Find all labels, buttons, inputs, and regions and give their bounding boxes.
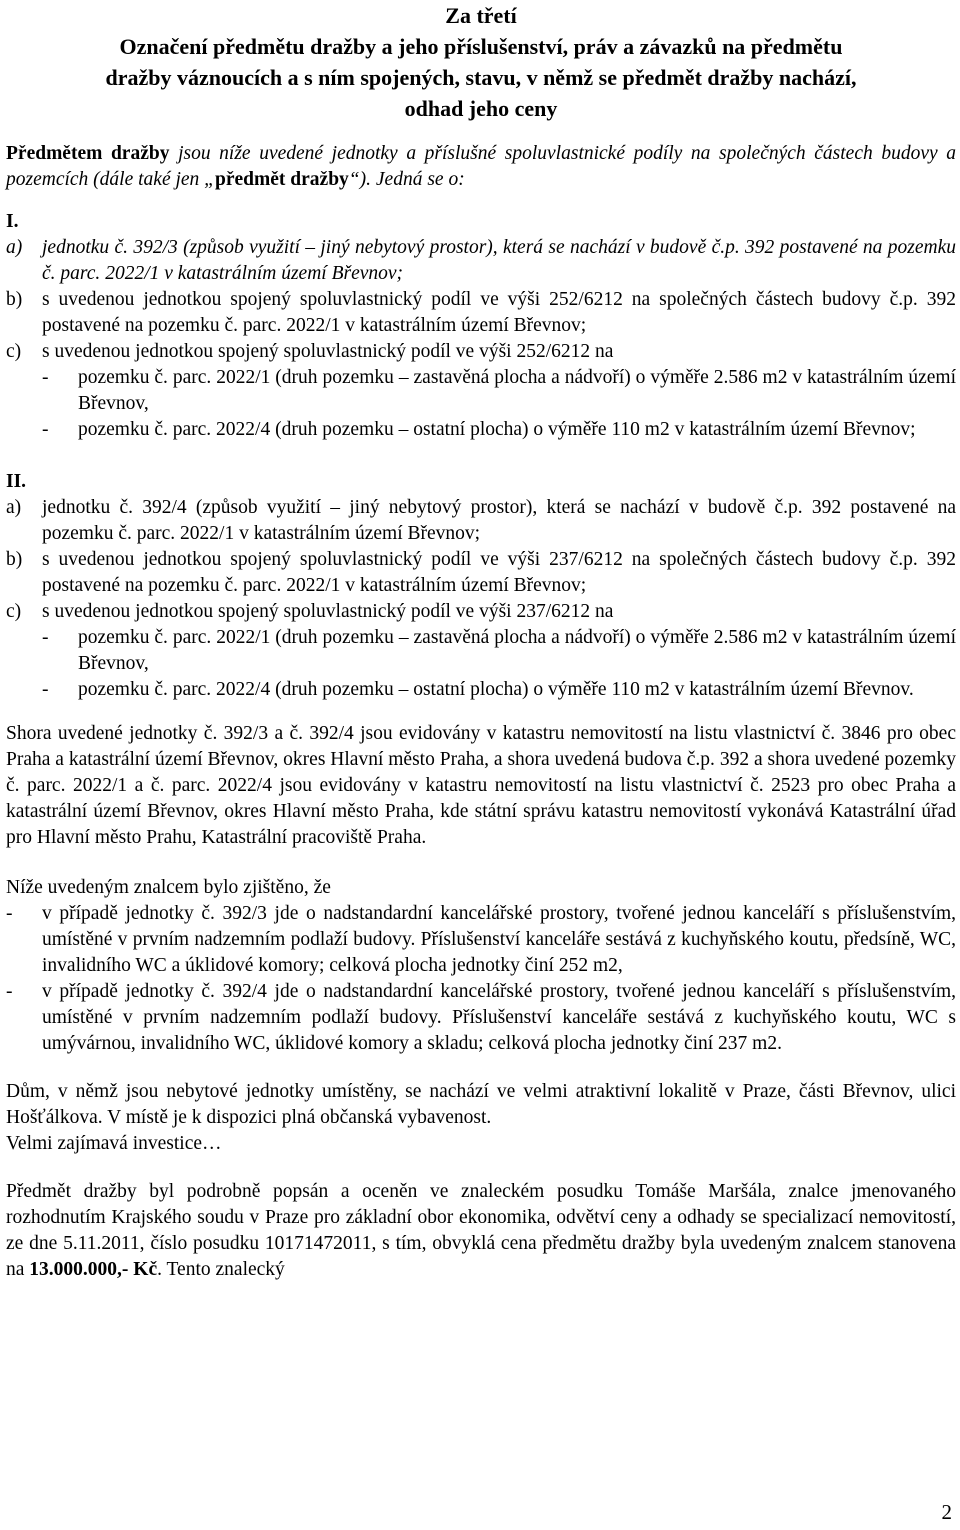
item-text: s uvedenou jednotkou spojený spoluvlastnický podíl ve výši 252/6212 na společných částech budovy č.p. 392 postavené na pozemku č. parc. 2022/1 v katastrálním území Břevnov; <box>42 289 956 336</box>
sub-item-text: pozemku č. parc. 2022/4 (druh pozemku – ostatní plocha) o výměře 110 m2 v katastrálním území Břevnov. <box>78 679 914 700</box>
sub-item <box>42 417 956 443</box>
expert-intro: Níže uvedeným znalcem bylo zjištěno, že <box>6 877 331 898</box>
dash: - <box>6 903 13 924</box>
document-page <box>6 0 956 1283</box>
item-text-rest: 2022/1 v katastrálním území Břevnov; <box>100 263 404 284</box>
investment-line: Velmi zajímavá investice… <box>6 1133 222 1154</box>
list-item <box>6 287 956 339</box>
intro-bold: Předmětem dražby <box>6 143 170 164</box>
bullet-item <box>6 979 956 1057</box>
item-text <box>42 235 956 287</box>
sub-item <box>42 365 956 417</box>
dash: - <box>42 419 49 440</box>
item-label: b) <box>6 289 23 310</box>
section-heading <box>6 0 956 124</box>
page-number: 2 <box>941 1500 952 1524</box>
heading-line: Za třetí <box>445 3 517 28</box>
intro-paragraph <box>6 141 956 193</box>
section-number: I. <box>6 211 19 232</box>
item-text: s uvedenou jednotkou spojený spoluvlastnický podíl ve výši 237/6212 na společných částech budovy č.p. 392 postavené na pozemku č. parc. 2022/1 v katastrálním území Břevnov; <box>42 549 956 596</box>
item-text-italic: jednotku č. 392/3 (způsob využití – jiný nebytový prostor), která se nachází v budově č.p. 392 postavené na pozemku č. parc. <box>42 237 956 284</box>
item-label: c) <box>6 341 22 362</box>
dash: - <box>6 981 13 1002</box>
valuation-price: 13.000.000,- Kč <box>29 1259 158 1280</box>
sub-item-text: pozemku č. parc. 2022/1 (druh pozemku – zastavěná plocha a nádvoří) o výměře 2.586 m2 v katastrálním území Břevnov, <box>78 627 956 674</box>
location-paragraph: Dům, v němž jsou nebytové jednotky umístěny, se nachází ve velmi atraktivní lokalitě v Praze, části Břevnov, ulici Hošťálkova. V místě je k dispozici plná občanská vybavenost. <box>6 1081 956 1128</box>
valuation-text: Předmět dražby byl podrobně popsán a oceněn ve znaleckém posudku Tomáše Maršála, znalce jmenovaného rozhodnutím Krajského soudu v Praze pro základní obor ekonomika, odvětví ceny a odhady se specializací nemovitostí, ze dne 5.11.2011, číslo posudku 10171472011, s tím, obvyklá cena předmětu dražby byla uvedeným znalcem stanovena na <box>6 1181 956 1280</box>
list-item <box>6 235 956 287</box>
heading-line: dražby váznoucích a s ním spojených, stavu, v němž se předmět dražby nachází, <box>105 65 857 90</box>
intro-text: jsou níže uvedené jednotky a příslušné spoluvlastnické podíly na společných částech budovy a pozemcích (dále také jen „ <box>6 143 957 190</box>
bullet-text: v případě jednotky č. 392/4 jde o nadstandardní kancelářské prostory, tvořené jednou kanceláří s příslušenstvím, umístěné v prvním nadzemním podlaží budovy. Příslušenství kanceláře sestává z kuchyňského koutu, WC s umývárnou, invalidního WC, úklidové komory a skladu; celková plocha jednotky činí 237 m2. <box>42 981 956 1054</box>
sub-item <box>42 677 956 703</box>
item-label: a) <box>6 497 22 518</box>
intro-text: “). Jedná se o: <box>348 169 465 190</box>
item-label: c) <box>6 601 22 622</box>
dash: - <box>42 679 49 700</box>
dash: - <box>42 627 49 648</box>
intro-bold: předmět dražby <box>215 169 349 190</box>
valuation-text: . Tento znalecký <box>157 1259 285 1280</box>
item-text: s uvedenou jednotkou spojený spoluvlastnický podíl ve výši 252/6212 na <box>42 341 614 362</box>
list-item <box>6 495 956 547</box>
bullet-item <box>6 901 956 979</box>
sub-item-text: pozemku č. parc. 2022/4 (druh pozemku – ostatní plocha) o výměře 110 m2 v katastrálním území Břevnov; <box>78 419 916 440</box>
heading-line: Označení předmětu dražby a jeho příslušenství, práv a závazků na předmětu <box>119 34 843 59</box>
valuation-paragraph <box>6 1179 956 1283</box>
item-text: jednotku č. 392/4 (způsob využití – jiný nebytový prostor), která se nachází v budově č.p. 392 postavené na pozemku č. parc. 2022/1 v katastrálním území Břevnov; <box>42 497 956 544</box>
item-label: a) <box>6 237 23 258</box>
dash: - <box>42 367 49 388</box>
sub-item <box>42 625 956 677</box>
item-text: s uvedenou jednotkou spojený spoluvlastnický podíl ve výši 237/6212 na <box>42 601 614 622</box>
cadastre-paragraph: Shora uvedené jednotky č. 392/3 a č. 392/4 jsou evidovány v katastru nemovitostí na listu vlastnictví č. 3846 pro obec Praha a katastrální území Břevnov, okres Hlavní město Praha, a shora uvedená budova č.p. 392 a shora uvedené pozemky č. parc. 2022/1 a č. parc. 2022/4 jsou evidovány v katastru nemovitostí na listu vlastnictví č. 2523 pro obec Praha a katastrální území Břevnov, okres Hlavní město Praha, kde státní správu katastru nemovitostí vykonává Katastrální úřad pro Hlavní město Prahu, Katastrální pracoviště Praha. <box>6 723 956 848</box>
heading-line: odhad jeho ceny <box>404 96 558 121</box>
item-label: b) <box>6 549 23 570</box>
section-number: II. <box>6 471 27 492</box>
list-item <box>6 547 956 599</box>
bullet-text: v případě jednotky č. 392/3 jde o nadstandardní kancelářské prostory, tvořené jednou kanceláří s příslušenstvím, umístěné v prvním nadzemním podlaží budovy. Příslušenství kanceláře sestává z kuchyňského koutu, předsíně, WC, invalidního WC a úklidové komory; celková plocha jednotky činí 252 m2, <box>42 903 956 976</box>
sub-item-text: pozemku č. parc. 2022/1 (druh pozemku – zastavěná plocha a nádvoří) o výměře 2.586 m2 v katastrálním území Břevnov, <box>78 367 956 414</box>
list-item <box>6 599 956 625</box>
list-item <box>6 339 956 365</box>
